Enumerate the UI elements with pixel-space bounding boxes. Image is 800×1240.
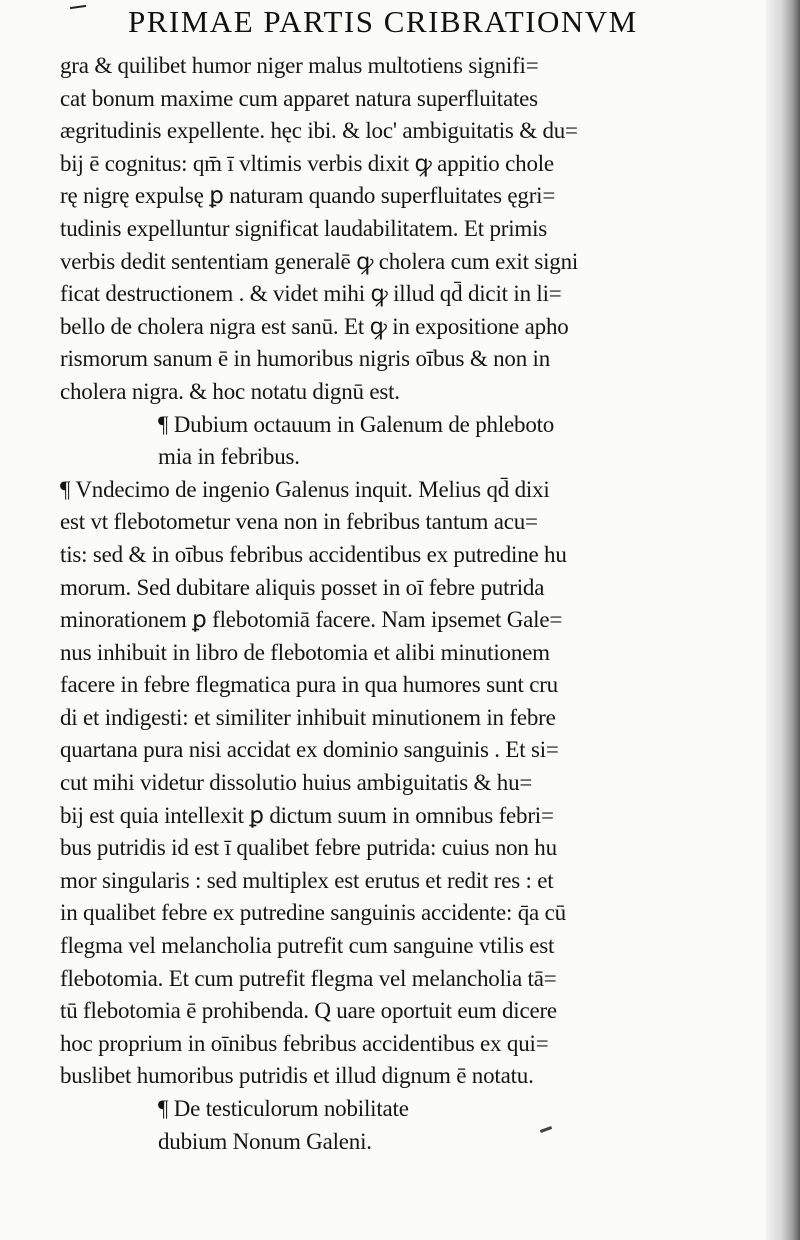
text-line: in qualibet febre ex putredine sanguinis accidente: q̄a cū: [60, 900, 566, 926]
text-line: bello de cholera nigra est sanū. Et ꝙ in expositione apho: [60, 313, 569, 339]
text-line: tis: sed & in oībus febribus accidentibus ex putredine hu: [60, 541, 567, 567]
body-text: [60, 50, 710, 1158]
section-heading-line: mia in febribus.: [158, 444, 300, 470]
text-line: cholera nigra. & hoc notatu dignū est.: [60, 378, 400, 404]
text-line: quartana pura nisi accidat ex dominio sanguinis . Et si=: [60, 737, 559, 763]
text-line: mor singularis : sed multiplex est erutus et redit res : et: [60, 867, 554, 893]
text-line: di et indigesti: et similiter inhibuit minutionem in febre: [60, 704, 556, 730]
text-line: bij ē cognitus: qm̄ ī vltimis verbis dixit ꝙ appitio chole: [60, 150, 554, 176]
text-line: ægritudinis expellente. hęc ibi. & loc' ambiguitatis & du=: [60, 118, 578, 144]
text-line: cat bonum maxime cum apparet natura superfluitates: [60, 85, 538, 111]
text-line: minorationem ꝑ flebotomiā facere. Nam ipsemet Gale=: [60, 607, 563, 633]
text-line: morum. Sed dubitare aliquis posset in oī febre putrida: [60, 574, 545, 600]
text-line: hoc proprium in oīnibus febribus accidentibus ex qui=: [60, 1030, 549, 1056]
text-line: facere in febre flegmatica pura in qua humores sunt cru: [60, 672, 558, 698]
text-line: verbis dedit sententiam generalē ꝙ cholera cum exit signi: [60, 248, 579, 274]
text-line: flebotomia. Et cum putrefit flegma vel melancholia tā=: [60, 965, 557, 991]
text-line: flegma vel melancholia putrefit cum sanguine vtilis est: [60, 933, 555, 959]
book-spine-shadow: [766, 0, 800, 1240]
text-line: rismorum sanum ē in humoribus nigris oībus & non in: [60, 346, 551, 372]
printer-mark: [70, 5, 86, 9]
text-line: cut mihi videtur dissolutio huius ambiguitatis & hu=: [60, 770, 533, 796]
text-line: bus putridis id est ī qualibet febre putrida: cuius non hu: [60, 835, 557, 861]
text-line: tudinis expelluntur significat laudabilitatem. Et primis: [60, 215, 548, 241]
section-heading-line: ¶ Dubium octauum in Galenum de phleboto: [158, 411, 555, 437]
text-line: ficat destructionem . & videt mihi ꝙ illud qd̄ dicit in li=: [60, 281, 562, 307]
text-line: bij est quia intellexit ꝑ dictum suum in omnibus febri=: [60, 802, 554, 828]
text-line: est vt flebotometur vena non in febribus tantum acu=: [60, 509, 538, 535]
text-line: ¶ Vndecimo de ingenio Galenus inquit. Melius qd̄ dixi: [60, 476, 550, 502]
section-heading-line: ¶ De testiculorum nobilitate: [158, 1096, 409, 1121]
text-line: buslibet humoribus putridis et illud dignum ē notatu.: [60, 1063, 534, 1089]
running-header: PRIMAE PARTIS CRIBRATIONVM: [128, 4, 638, 39]
text-line: tū flebotomia ē prohibenda. Q uare oportuit eum dicere: [60, 998, 557, 1024]
section-heading-line: dubium Nonum Galeni.: [158, 1128, 372, 1154]
text-line: nus inhibuit in libro de flebotomia et alibi minutionem: [60, 639, 550, 665]
text-line: gra & quilibet humor niger malus multotiens signifi=: [60, 53, 539, 78]
text-line: rę nigrę expulsę ꝑ naturam quando superfluitates ęgri=: [60, 183, 556, 209]
